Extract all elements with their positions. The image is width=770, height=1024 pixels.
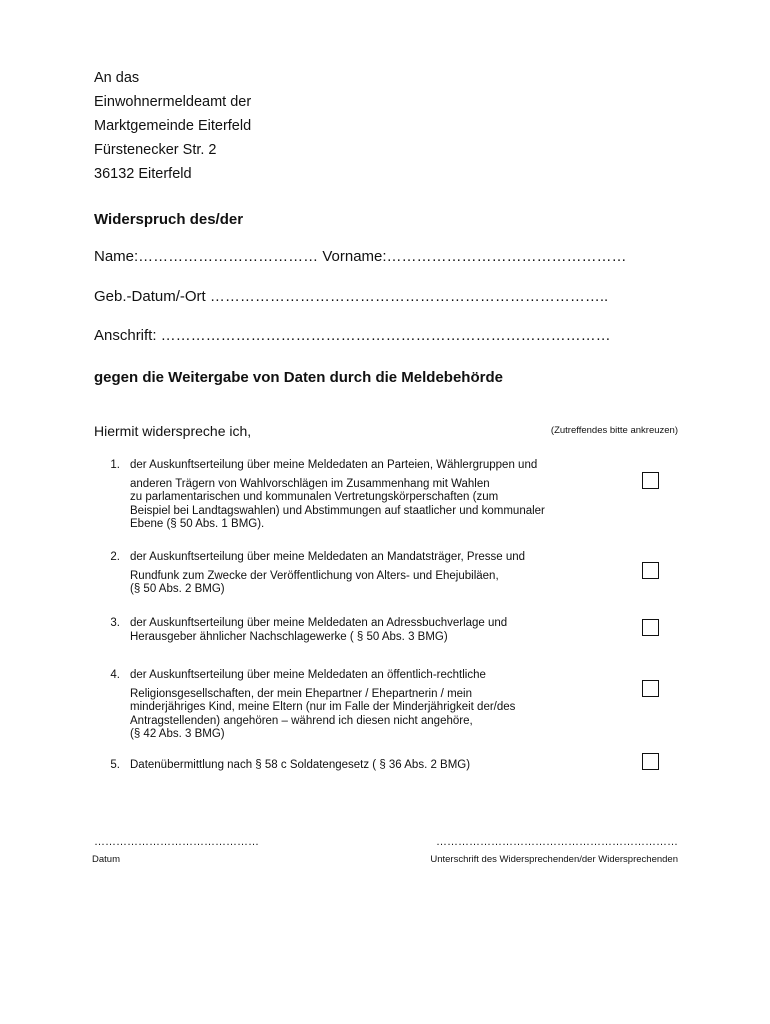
item-line: Antragstellenden) angehören – während ich diesen nicht angehöre, [130, 714, 473, 727]
item-line: (§ 50 Abs. 2 BMG) [130, 583, 225, 595]
item-line: zu parlamentarischen und kommunalen Vertretungskörperschaften (zum [130, 491, 499, 503]
checkbox-item-2[interactable] [642, 562, 659, 579]
address-line-3: Marktgemeinde Eiterfeld [94, 118, 252, 134]
signature-label: Unterschrift des Widersprechenden/der Widersprechenden [430, 854, 678, 865]
checkbox-item-3[interactable] [642, 619, 659, 636]
hint-text: (Zutreffendes bitte ankreuzen) [550, 425, 678, 436]
item-number: 1. [110, 459, 120, 471]
item-text [130, 551, 610, 597]
item-text [130, 669, 610, 742]
item-text [130, 459, 610, 532]
address-line-5: 36132 Eiterfeld [94, 166, 192, 182]
checkbox-item-4[interactable] [642, 680, 659, 697]
objection-heading: Widerspruch des/der [94, 211, 244, 228]
address-line-1: An das [94, 70, 140, 86]
item-text [130, 759, 610, 773]
against-heading: gegen die Weitergabe von Daten durch die Meldebehörde [94, 369, 503, 386]
address-line-4: Fürstenecker Str. 2 [94, 142, 217, 158]
item-line: der Auskunftserteilung über meine Meldedaten an Adressbuchverlage und [130, 617, 508, 629]
item-number: 3. [110, 617, 120, 629]
item-line: Beispiel bei Landtagswahlen) und Abstimmungen auf staatlicher und kommunaler [130, 504, 545, 517]
item-text [130, 617, 610, 644]
item-line: (§ 42 Abs. 3 BMG) [130, 728, 225, 740]
item-number: 2. [110, 551, 120, 563]
item-number: 4. [110, 669, 120, 681]
item-line: Ebene (§ 50 Abs. 1 BMG). [130, 518, 265, 530]
date-line[interactable]: ……………………………………… [94, 836, 259, 848]
item-line: Rundfunk zum Zwecke der Veröffentlichung von Alters- und Ehejubiläen, [130, 569, 499, 582]
signature-line[interactable]: ………………………………………………………… [436, 836, 678, 848]
item-line: Datenübermittlung nach § 58 c Soldatengesetz ( § 36 Abs. 2 BMG) [130, 759, 471, 771]
date-label: Datum [92, 854, 120, 865]
item-line: Religionsgesellschaften, der mein Ehepartner / Ehepartnerin / mein [130, 687, 472, 700]
intro-text: Hiermit widerspreche ich, [94, 423, 252, 439]
item-number: 5. [110, 759, 120, 771]
address-field[interactable]: Anschrift: ……………………………………………………………………………… [94, 327, 611, 344]
name-field[interactable]: Name:……………………………… Vorname:………………………………………… [94, 248, 627, 265]
item-line: minderjähriges Kind, meine Eltern (nur im Falle der Minderjährigkeit der/des [130, 701, 516, 713]
address-line-2: Einwohnermeldeamt der [94, 94, 252, 110]
birth-field[interactable]: Geb.-Datum/-Ort …………………………………………………………………….. [94, 288, 609, 305]
item-line: der Auskunftserteilung über meine Meldedaten an Mandatsträger, Presse und [130, 551, 526, 563]
item-line: der Auskunftserteilung über meine Meldedaten an öffentlich-rechtliche [130, 669, 486, 681]
item-line: anderen Trägern von Wahlvorschlägen im Zusammenhang mit Wahlen [130, 477, 490, 490]
checkbox-item-5[interactable] [642, 753, 659, 770]
checkbox-item-1[interactable] [642, 472, 659, 489]
item-line: der Auskunftserteilung über meine Meldedaten an Parteien, Wählergruppen und [130, 459, 538, 471]
item-line: Herausgeber ähnlicher Nachschlagewerke ( § 50 Abs. 3 BMG) [130, 630, 448, 643]
